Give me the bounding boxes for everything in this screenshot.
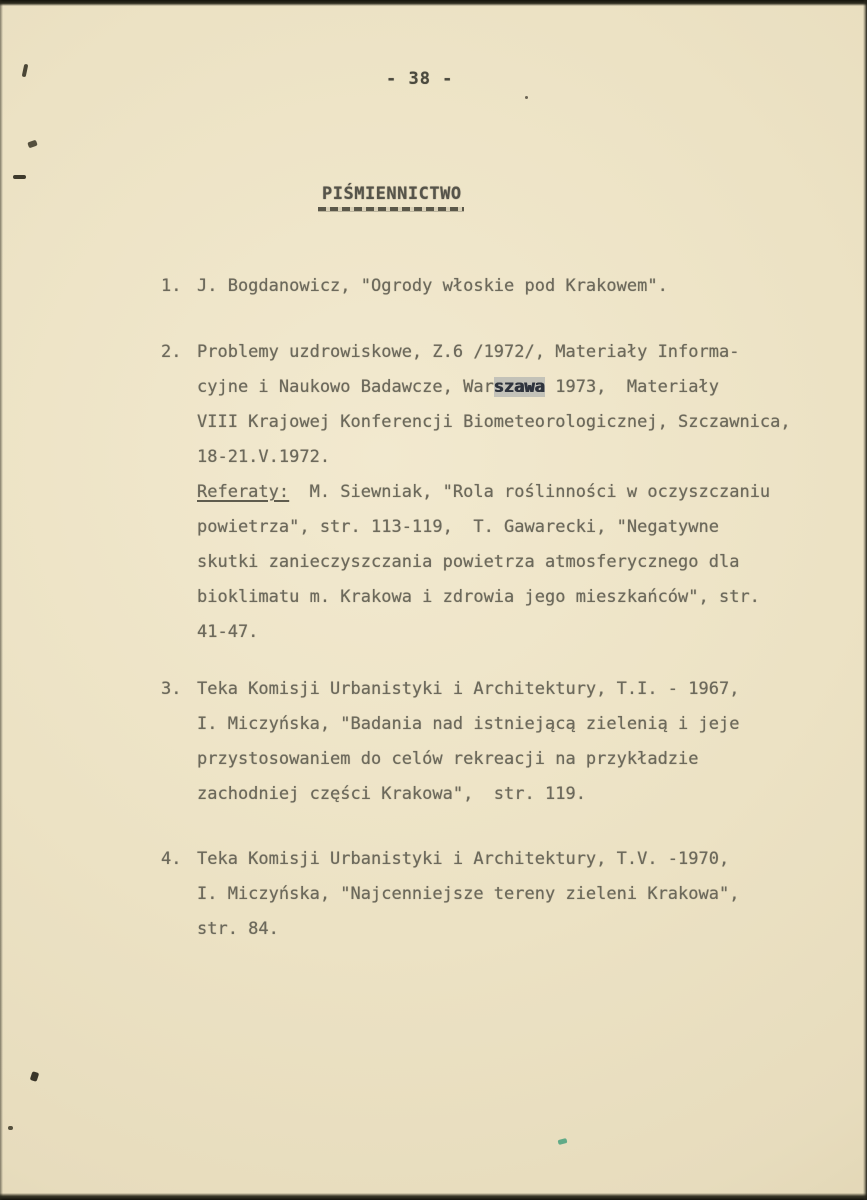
entry-text-line: skutki zanieczyszczania powietrza atmosferycznego dla bbox=[197, 552, 740, 572]
entry-text-line: zachodniej części Krakowa", str. 119. bbox=[197, 784, 586, 804]
entry-number: 1. bbox=[161, 276, 182, 296]
scan-edge-left bbox=[0, 0, 3, 1200]
entry-text-line: I. Miczyńska, "Najcenniejsze tereny zieleni Krakowa", bbox=[197, 884, 740, 904]
paper-speck bbox=[13, 175, 26, 179]
entry-number: 4. bbox=[161, 849, 182, 869]
entry-text-line: J. Bogdanowicz, "Ogrody włoskie pod Krakowem". bbox=[197, 276, 668, 296]
page-title: PIŚMIENNICTWO bbox=[322, 184, 462, 204]
entry-text-line: Teka Komisji Urbanistyki i Architektury, T.I. - 1967, bbox=[197, 679, 740, 699]
entry-text-line bbox=[197, 370, 791, 405]
scan-edge-right bbox=[863, 0, 867, 1200]
entry-text-line: przystosowaniem do celów rekreacji na przykładzie bbox=[197, 749, 699, 769]
underlined-label: Referaty: bbox=[197, 482, 290, 502]
entry-text-line: 41-47. bbox=[197, 622, 259, 642]
bibliography-entry-3 bbox=[161, 672, 739, 812]
paper-speck bbox=[30, 1071, 39, 1082]
entry-text-line: Problemy uzdrowiskowe, Z.6 /1972/, Materiały Informa- bbox=[197, 342, 740, 362]
entry-text bbox=[197, 672, 739, 812]
entry-text-line: I. Miczyńska, "Badania nad istniejącą zielenią i jeje bbox=[197, 714, 740, 734]
entry-text-line: 18-21.V.1972. bbox=[197, 447, 331, 467]
entry-number: 3. bbox=[161, 679, 182, 699]
paper-speck bbox=[27, 140, 38, 149]
text-segment: M. Siewniak, "Rola roślinności w oczyszczaniu bbox=[289, 482, 771, 502]
page-number: - 38 - bbox=[386, 69, 454, 89]
entry-number: 2. bbox=[161, 342, 182, 362]
bibliography-entry-4 bbox=[161, 842, 739, 947]
entry-text-line: powietrza", str. 113-119, T. Gawarecki, "Negatywne bbox=[197, 517, 719, 537]
bibliography-entry-2 bbox=[161, 335, 791, 650]
entry-text bbox=[197, 842, 739, 947]
title-underline bbox=[318, 207, 464, 211]
entry-text-line bbox=[197, 475, 791, 510]
entry-text-line: str. 84. bbox=[197, 919, 279, 939]
entry-text-line: VIII Krajowej Konferencji Biometeorologicznej, Szczawnica, bbox=[197, 412, 791, 432]
scan-edge-bottom bbox=[0, 1193, 867, 1200]
paper-speck bbox=[8, 1126, 13, 1130]
entry-text-line: bioklimatu m. Krakowa i zdrowia jego mieszkańców", str. bbox=[197, 587, 760, 607]
bibliography-entry-1 bbox=[161, 269, 668, 304]
paper-speck-green bbox=[558, 1138, 568, 1145]
entry-text bbox=[197, 335, 791, 650]
entry-text bbox=[197, 269, 668, 304]
entry-text-line: Teka Komisji Urbanistyki i Architektury, T.V. -1970, bbox=[197, 849, 730, 869]
text-segment: cyjne i Naukowo Badawcze, War bbox=[197, 377, 494, 397]
paper-speck bbox=[22, 64, 29, 78]
overstruck-text: szawa bbox=[493, 377, 545, 397]
scan-edge-top bbox=[0, 0, 867, 6]
paper-speck bbox=[525, 96, 528, 99]
text-segment: 1973, Materiały bbox=[545, 377, 719, 397]
